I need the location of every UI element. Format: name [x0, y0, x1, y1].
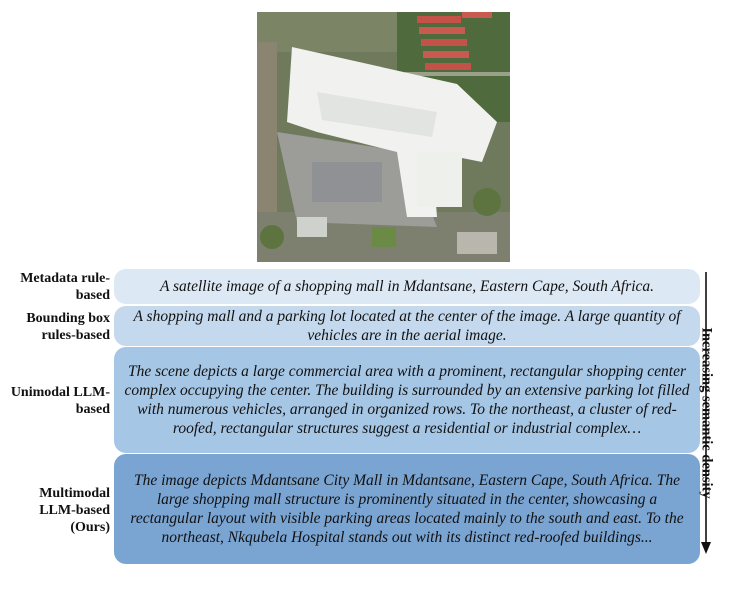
- caption-box-bounding-box: [114, 306, 700, 346]
- caption-box-unimodal: [114, 347, 700, 453]
- caption-text-metadata: A satellite image of a shopping mall in Mdantsane, Eastern Cape, South Africa.: [159, 278, 655, 295]
- caption-text-bounding-box: A shopping mall and a parking lot located at the center of the image. A large quantity of vehicles are in the aerial image.: [133, 308, 681, 344]
- caption-text-multimodal: The image depicts Mdantsane City Mall in Mdantsane, Eastern Cape, South Africa. The large shopping mall structure is prominently situated in the center, showcasing a rectangular layout with visible parking areas located mainly to the south and east. To the northeast, Nkqubela Hospital stands out with its distinct red-roofed buildings...: [130, 472, 684, 546]
- row-label-bounding-box: Bounding box rules-based: [26, 311, 110, 343]
- row-label-multimodal: Multimodal LLM-based (Ours): [39, 486, 110, 535]
- density-label: Increasing semantic density: [698, 327, 715, 499]
- caption-text-unimodal: The scene depicts a large commercial area with a prominent, rectangular shopping center complex occupying the center. The building is surrounded by an extensive parking lot filled with numerous vehicles, arranged in organized rows. To the northeast, a cluster of red-roofed, rectangular structures suggest a residential or industrial complex…: [124, 363, 690, 437]
- caption-box-metadata: [114, 269, 700, 304]
- satellite-image: [257, 12, 510, 262]
- caption-box-multimodal: [114, 454, 700, 564]
- row-label-unimodal: Unimodal LLM-based: [10, 385, 110, 417]
- row-label-metadata: Metadata rule-based: [20, 271, 110, 303]
